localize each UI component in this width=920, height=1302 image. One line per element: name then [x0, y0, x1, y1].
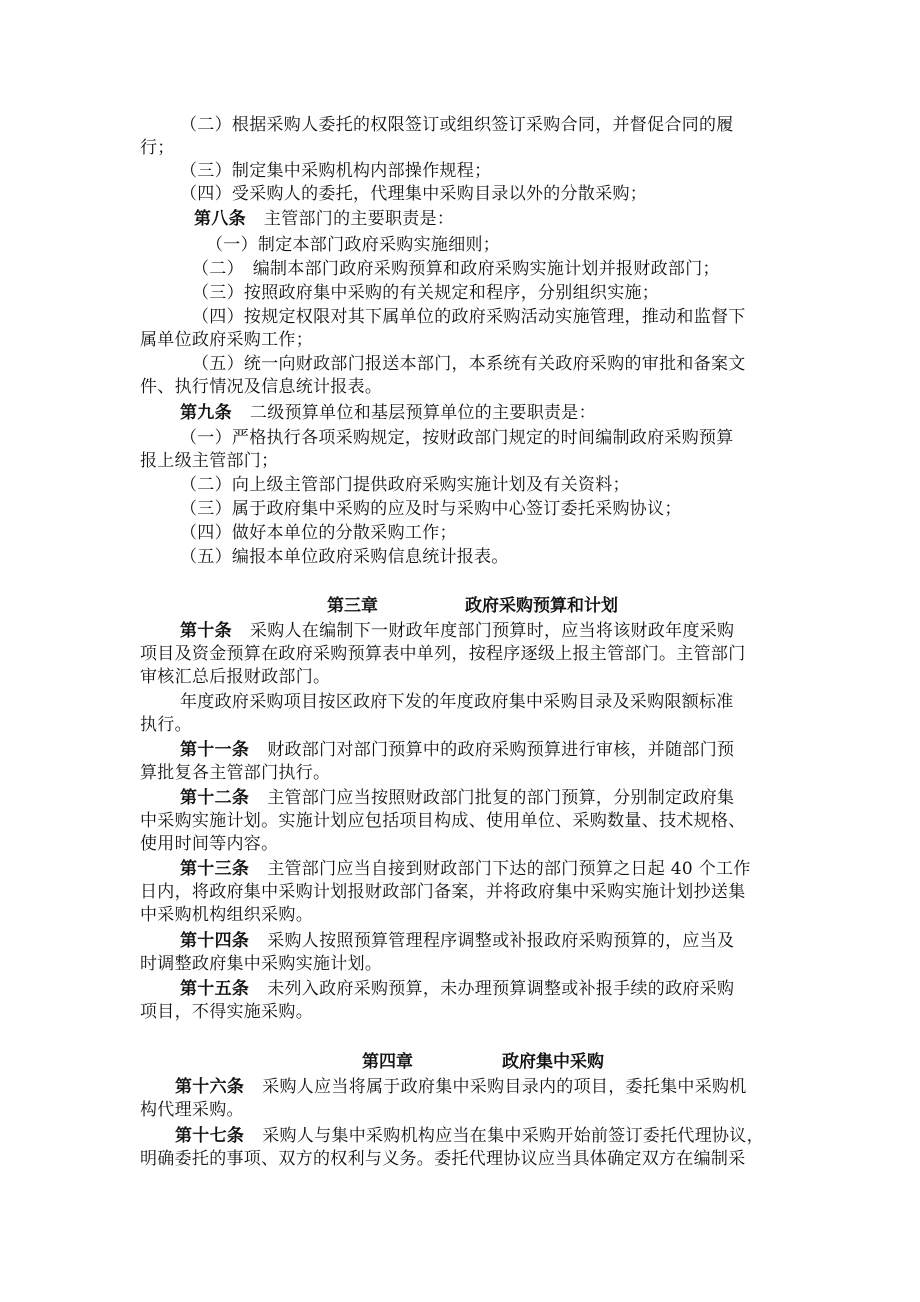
article-title: 第八条 — [194, 209, 246, 229]
article-10 — [180, 620, 734, 643]
text-line: （三）制定集中采购机构内部操作规程； — [180, 161, 492, 181]
text-line: 算批复各主管部门执行。 — [140, 763, 331, 783]
article-17 — [175, 1125, 764, 1148]
text-line: 年度政府采购项目按区政府下发的年度政府集中采购目录及采购限额标准 — [180, 692, 734, 712]
text-line: 构代理采购。 — [140, 1100, 244, 1120]
article-16 — [175, 1076, 747, 1099]
article-12 — [180, 787, 734, 810]
text-line: （一）制定本部门政府采购实施细则； — [206, 235, 501, 255]
article-text: 财政部门对部门预算中的政府采购预算进行审核，并随部门预 — [267, 740, 735, 760]
text-line: 使用时间等内容。 — [140, 834, 279, 854]
text-line: 审核汇总后报财政部门。 — [140, 667, 331, 687]
article-text: 主管部门应当自接到财政部门下达的部门预算之日起 40 个工作 — [267, 859, 751, 879]
text-line: 项目，不得实施采购。 — [140, 1002, 313, 1022]
text-line: （二）向上级主管部门提供政府采购实施计划及有关资料； — [180, 475, 630, 495]
text-line: 明确委托的事项、双方的权利与义务。委托代理协议应当具体确定双方在编制采 — [140, 1149, 746, 1169]
article-text: 采购人与集中采购机构应当在集中采购开始前签订委托代理协议， — [262, 1126, 764, 1146]
chapter-3-title: 政府采购预算和计划 — [465, 596, 618, 616]
article-text: 二级预算单位和基层预算单位的主要职责是： — [249, 403, 596, 423]
article-text: 未列入政府采购预算，未办理预算调整或补报手续的政府采购 — [267, 979, 735, 999]
article-9 — [180, 402, 596, 425]
text-line: 时调整政府集中采购实施计划。 — [140, 954, 383, 974]
chapter-4-number: 第四章 — [362, 1052, 413, 1072]
article-title: 第十七条 — [175, 1126, 245, 1146]
chapter-4-title: 政府集中采购 — [502, 1052, 604, 1072]
article-title: 第十条 — [180, 621, 232, 641]
article-text: 采购人应当将属于政府集中采购目录内的项目，委托集中采购机 — [262, 1077, 747, 1097]
text-line: （四）受采购人的委托，代理集中采购目录以外的分散采购； — [180, 184, 648, 204]
article-text: 采购人在编制下一财政年度部门预算时，应当将该财政年度采购 — [249, 621, 735, 641]
text-line: （二）根据采购人委托的权限签订或组织签订采购合同，并督促合同的履 — [180, 115, 734, 135]
article-11 — [180, 739, 734, 762]
text-line: （二） 编制本部门政府采购预算和政府采购实施计划并报财政部门； — [192, 259, 720, 279]
article-title: 第十五条 — [180, 979, 250, 999]
text-line: 属单位政府采购工作； — [140, 330, 313, 350]
text-line: （三）按照政府集中采购的有关规定和程序，分别组织实施； — [192, 283, 660, 303]
article-title: 第九条 — [180, 403, 232, 423]
text-line: 件、执行情况及信息统计报表。 — [140, 377, 383, 397]
text-line: （三）属于政府集中采购的应及时与采购中心签订委托采购协议； — [180, 499, 682, 519]
article-13 — [180, 858, 751, 881]
text-line: （一）严格执行各项采购规定，按财政部门规定的时间编制政府采购预算 — [180, 428, 734, 448]
text-line: （四）按规定权限对其下属单位的政府采购活动实施管理，推动和监督下 — [192, 307, 746, 327]
text-line: 中采购实施计划。实施计划应包括项目构成、使用单位、采购数量、技术规格、 — [140, 811, 746, 831]
article-text: 主管部门的主要职责是： — [263, 209, 455, 229]
article-title: 第十三条 — [180, 859, 250, 879]
text-line: 行； — [140, 138, 175, 158]
text-line: 执行。 — [140, 715, 192, 735]
article-8 — [194, 208, 454, 231]
article-text: 主管部门应当按照财政部门批复的部门预算，分别制定政府集 — [267, 788, 735, 808]
article-text: 采购人按照预算管理程序调整或补报政府采购预算的，应当及 — [267, 931, 735, 951]
article-title: 第十二条 — [180, 788, 250, 808]
chapter-3-number: 第三章 — [327, 596, 378, 616]
text-line: 项目及资金预算在政府采购预算表中单列，按程序逐级上报主管部门。主管部门 — [140, 644, 746, 664]
text-line: 报上级主管部门； — [140, 451, 279, 471]
text-line: （四）做好本单位的分散采购工作； — [180, 523, 457, 543]
text-line: 中采购机构组织采购。 — [140, 905, 313, 925]
text-line: （五）编报本单位政府采购信息统计报表。 — [180, 547, 509, 567]
article-14 — [180, 930, 734, 953]
text-line: 日内，将政府集中采购计划报财政部门备案，并将政府集中采购实施计划抄送集 — [140, 882, 746, 902]
text-line: （五）统一向财政部门报送本部门，本系统有关政府采购的审批和备案文 — [192, 354, 746, 374]
article-title: 第十一条 — [180, 740, 250, 760]
article-15 — [180, 978, 734, 1001]
article-title: 第十六条 — [175, 1077, 245, 1097]
article-title: 第十四条 — [180, 931, 250, 951]
